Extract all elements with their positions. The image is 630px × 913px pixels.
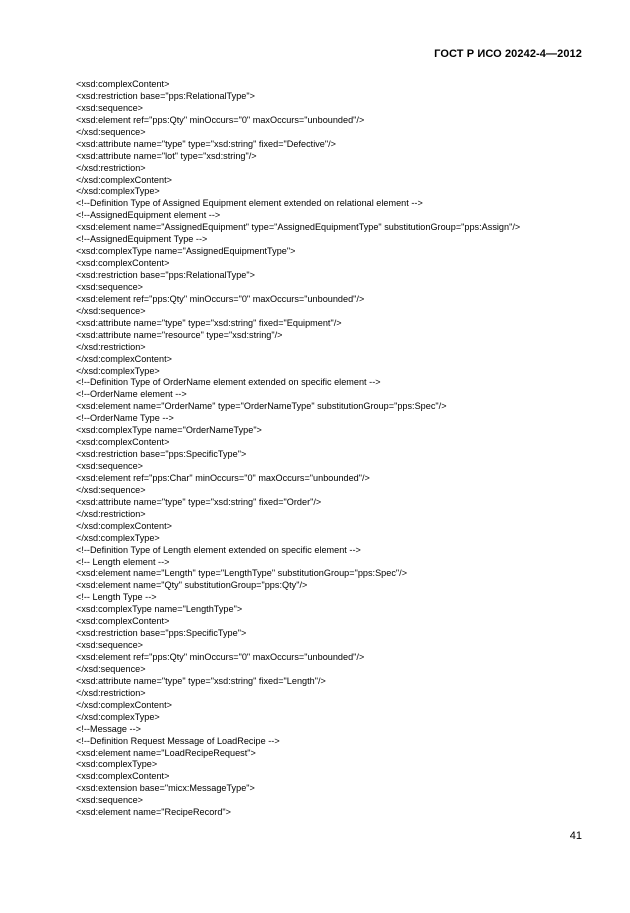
code-line: </xsd:sequence> xyxy=(76,484,146,495)
code-line: </xsd:sequence> xyxy=(76,663,146,674)
code-line: </xsd:restriction> xyxy=(76,341,146,352)
code-line: <xsd:attribute name="resource" type="xsd:string"/> xyxy=(76,329,283,340)
code-line: <xsd:element name="AssignedEquipment" type="AssignedEquipmentType" substitutionGroup="pps:Assign"/> xyxy=(76,222,521,233)
code-line: </xsd:complexContent> xyxy=(76,353,172,364)
code-line: <!-- Length element --> xyxy=(76,556,170,567)
code-line: </xsd:restriction> xyxy=(76,162,146,173)
code-line: <xsd:element ref="pps:Char" minOccurs="0" maxOccurs="unbounded"/> xyxy=(76,472,370,483)
code-line: <!--AssignedEquipment Type --> xyxy=(76,234,208,245)
code-line: </xsd:complexContent> xyxy=(76,520,172,531)
xsd-code-listing xyxy=(76,79,586,819)
code-line: <xsd:sequence> xyxy=(76,795,144,806)
code-line: <!--AssignedEquipment element --> xyxy=(76,210,221,221)
code-line: </xsd:complexType> xyxy=(76,532,160,543)
code-line: <xsd:complexContent> xyxy=(76,771,170,782)
code-line: <xsd:extension base="micx:MessageType"> xyxy=(76,783,255,794)
code-line: </xsd:complexType> xyxy=(76,186,160,197)
code-line: </xsd:complexContent> xyxy=(76,699,172,710)
code-line: <xsd:complexContent> xyxy=(76,79,170,89)
code-line: <xsd:complexType name="OrderNameType"> xyxy=(76,425,262,436)
code-line: <xsd:complexType name="LengthType"> xyxy=(76,604,243,615)
code-line: <!-- Length Type --> xyxy=(76,592,157,603)
code-line: <xsd:element name="RecipeRecord"> xyxy=(76,807,231,818)
code-line: </xsd:sequence> xyxy=(76,305,146,316)
code-line: <xsd:sequence> xyxy=(76,281,144,292)
code-line: <xsd:attribute name="type" type="xsd:string" fixed="Order"/> xyxy=(76,496,322,507)
code-line: </xsd:restriction> xyxy=(76,508,146,519)
code-line: <xsd:element name="LoadRecipeRequest"> xyxy=(76,747,256,758)
code-line: <xsd:element name="Qty" substitutionGroup="pps:Qty"/> xyxy=(76,580,308,591)
code-line: <xsd:complexContent> xyxy=(76,258,170,269)
code-line: </xsd:complexType> xyxy=(76,711,160,722)
code-line: <xsd:attribute name="lot" type="xsd:string"/> xyxy=(76,150,257,161)
code-line: <xsd:sequence> xyxy=(76,461,144,471)
page-number: 41 xyxy=(569,830,582,842)
code-line: </xsd:restriction> xyxy=(76,687,146,698)
code-line: <!--Definition Request Message of LoadRecipe --> xyxy=(76,735,280,746)
code-line: <xsd:complexType name="AssignedEquipmentType"> xyxy=(76,246,296,257)
code-line: <xsd:complexContent> xyxy=(76,437,170,448)
code-line: <xsd:sequence> xyxy=(76,102,144,113)
code-line: <xsd:attribute name="type" type="xsd:string" fixed="Length"/> xyxy=(76,675,326,686)
code-line: <xsd:element ref="pps:Qty" minOccurs="0" maxOccurs="unbounded"/> xyxy=(76,114,365,125)
code-line: <xsd:element ref="pps:Qty" minOccurs="0" maxOccurs="unbounded"/> xyxy=(76,652,365,662)
code-line: <xsd:sequence> xyxy=(76,640,144,651)
code-line: <xsd:restriction base="pps:SpecificType"> xyxy=(76,449,247,460)
code-line: <xsd:attribute name="type" type="xsd:string" fixed="Defective"/> xyxy=(76,138,336,149)
code-line: <xsd:attribute name="type" type="xsd:string" fixed="Equipment"/> xyxy=(76,317,342,328)
code-line: <xsd:restriction base="pps:RelationalType"> xyxy=(76,270,255,280)
code-line: <xsd:element name="OrderName" type="OrderNameType" substitutionGroup="pps:Spec"/> xyxy=(76,401,447,412)
code-line: <xsd:element name="Length" type="LengthType" substitutionGroup="pps:Spec"/> xyxy=(76,568,408,579)
code-line: </xsd:sequence> xyxy=(76,126,146,137)
code-line: <!--Definition Type of Length element extended on specific element --> xyxy=(76,544,361,555)
code-line: <xsd:restriction base="pps:RelationalType"> xyxy=(76,90,255,101)
code-line: <!--Definition Type of OrderName element extended on specific element --> xyxy=(76,377,381,388)
code-line: <xsd:element ref="pps:Qty" minOccurs="0" maxOccurs="unbounded"/> xyxy=(76,293,365,304)
code-line: <xsd:restriction base="pps:SpecificType"> xyxy=(76,628,247,639)
code-line: <!--OrderName element --> xyxy=(76,389,187,400)
standard-header: ГОСТ Р ИСО 20242-4—2012 xyxy=(434,48,582,60)
code-line: <xsd:complexContent> xyxy=(76,616,170,627)
code-line: </xsd:complexContent> xyxy=(76,174,172,185)
code-line: <!--Definition Type of Assigned Equipment element extended on relational element --> xyxy=(76,198,423,209)
code-line: <xsd:complexType> xyxy=(76,759,158,770)
code-line: </xsd:complexType> xyxy=(76,365,160,376)
code-line: <!--OrderName Type --> xyxy=(76,413,174,424)
code-line: <!--Message --> xyxy=(76,723,141,734)
